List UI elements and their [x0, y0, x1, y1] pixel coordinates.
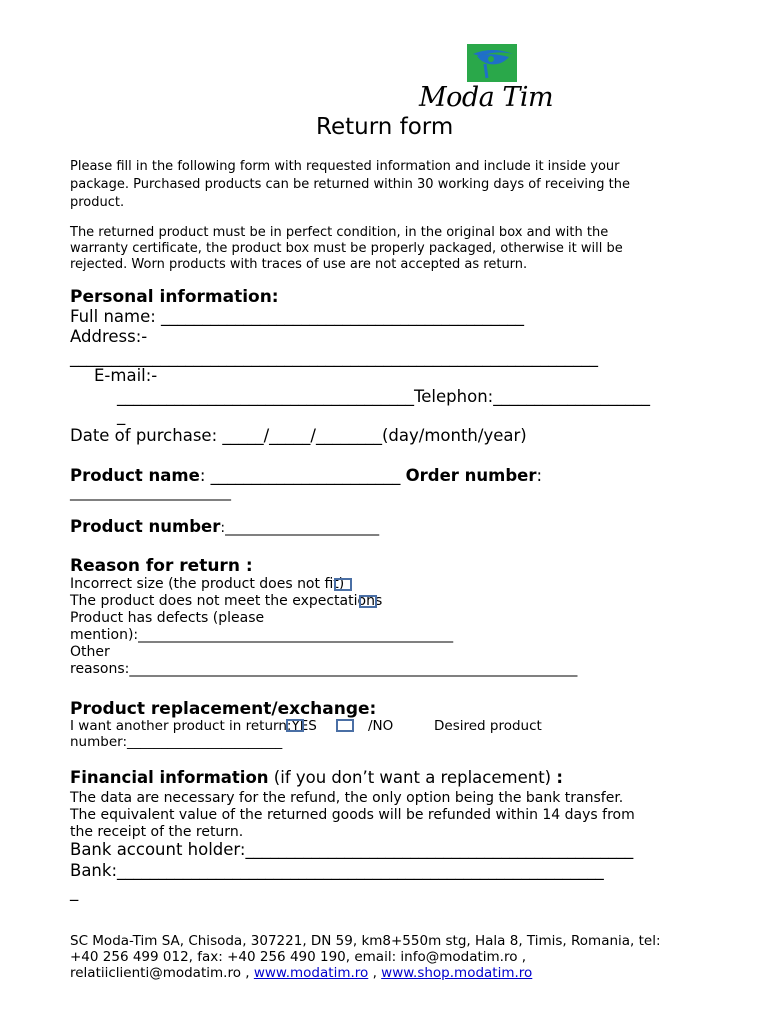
address-field[interactable]: ________________________________________________________________: [70, 348, 598, 367]
order-number-colon: :: [536, 466, 543, 485]
reason-option-1: Incorrect size (the product does not fit): [70, 576, 345, 592]
intro-line-2: package. Purchased products can be returned within 30 working days of receiving the: [70, 177, 630, 192]
replacement-no-label: /NO: [368, 718, 394, 734]
footer-line-1: SC Moda-Tim SA, Chisoda, 307221, DN 59, km8+550m stg, Hala 8, Timis, Romania, tel:: [70, 933, 661, 949]
page-title: Return form: [316, 114, 454, 140]
bank-underscore: _: [70, 882, 79, 901]
shop-modatim-link[interactable]: www.shop.modatim.ro: [381, 965, 533, 981]
financial-heading: Financial information: [70, 768, 269, 787]
email-underscore: _: [117, 406, 126, 425]
reason-option-4: Other: [70, 644, 110, 660]
email-telephone-field[interactable]: ____________________________________Telephon:___________________: [117, 387, 650, 406]
replacement-no-checkbox[interactable]: [336, 719, 354, 732]
replacement-want-label: I want another product in return:YES: [70, 718, 317, 734]
intro-line-4: The returned product must be in perfect condition, in the original box and with the: [70, 225, 609, 240]
reason-option-2: The product does not meet the expectations: [70, 593, 383, 609]
desired-product-label: Desired product: [434, 718, 542, 734]
order-number-label: Order number: [405, 466, 537, 485]
bank-field[interactable]: Bank:___________________________________________________________: [70, 861, 604, 880]
intro-line-3: product.: [70, 195, 125, 210]
footer-email: relatiiclienti@modatim.ro ,: [70, 965, 254, 981]
order-number-field[interactable]: _______________________: [70, 485, 231, 501]
intro-line-5: warranty certificate, the product box must be properly packaged, otherwise it will be: [70, 241, 623, 256]
reason-option-3: Product has defects (please: [70, 610, 265, 626]
product-number-field[interactable]: :______________________: [220, 520, 380, 536]
address-label: Address:-: [70, 327, 148, 346]
footer-line-2: +40 256 499 012, fax: +40 256 490 190, email: info@modatim.ro ,: [70, 949, 527, 965]
financial-line-1: The data are necessary for the refund, the only option being the bank transfer.: [70, 790, 624, 806]
full-name-field[interactable]: Full name: ____________________________________________: [70, 307, 525, 326]
intro-line-1: Please fill in the following form with requested information and include it inside your: [70, 159, 620, 174]
product-name-label: Product name: [70, 466, 200, 485]
reason-heading: Reason for return :: [70, 556, 253, 576]
personal-heading: Personal information:: [70, 287, 279, 307]
logo-mark: [467, 44, 517, 82]
intro-line-6: rejected. Worn products with traces of use are not accepted as return.: [70, 257, 528, 272]
logo-text: Moda Tim: [419, 82, 554, 113]
reason-other-field[interactable]: reasons:________________________________________________________________: [70, 661, 578, 677]
financial-line-2: The equivalent value of the returned goods will be refunded within 14 days from: [70, 807, 635, 823]
date-of-purchase-field[interactable]: Date of purchase: _____/_____/________(day/month/year): [70, 426, 527, 445]
financial-line-3: the receipt of the return.: [70, 824, 244, 840]
reason-checkbox-1[interactable]: [334, 578, 352, 591]
reason-defects-field[interactable]: mention):_____________________________________________: [70, 627, 454, 643]
email-label: E-mail:-: [94, 366, 158, 385]
financial-heading-colon: :: [556, 768, 563, 787]
replacement-yes-checkbox[interactable]: [286, 719, 304, 732]
footer-separator: ,: [368, 965, 382, 981]
modatim-link[interactable]: www.modatim.ro: [253, 965, 369, 981]
bank-account-holder-field[interactable]: Bank account holder:_______________________________________________: [70, 840, 634, 859]
product-number-label: Product number: [70, 517, 221, 536]
product-name-field[interactable]: : _______________________: [199, 466, 401, 485]
financial-heading-note: (if you don’t want a replacement): [268, 768, 557, 787]
replacement-heading: Product replacement/exchange:: [70, 699, 377, 719]
reason-checkbox-2[interactable]: [359, 595, 377, 608]
desired-product-number-field[interactable]: number:_______________________: [70, 734, 283, 750]
